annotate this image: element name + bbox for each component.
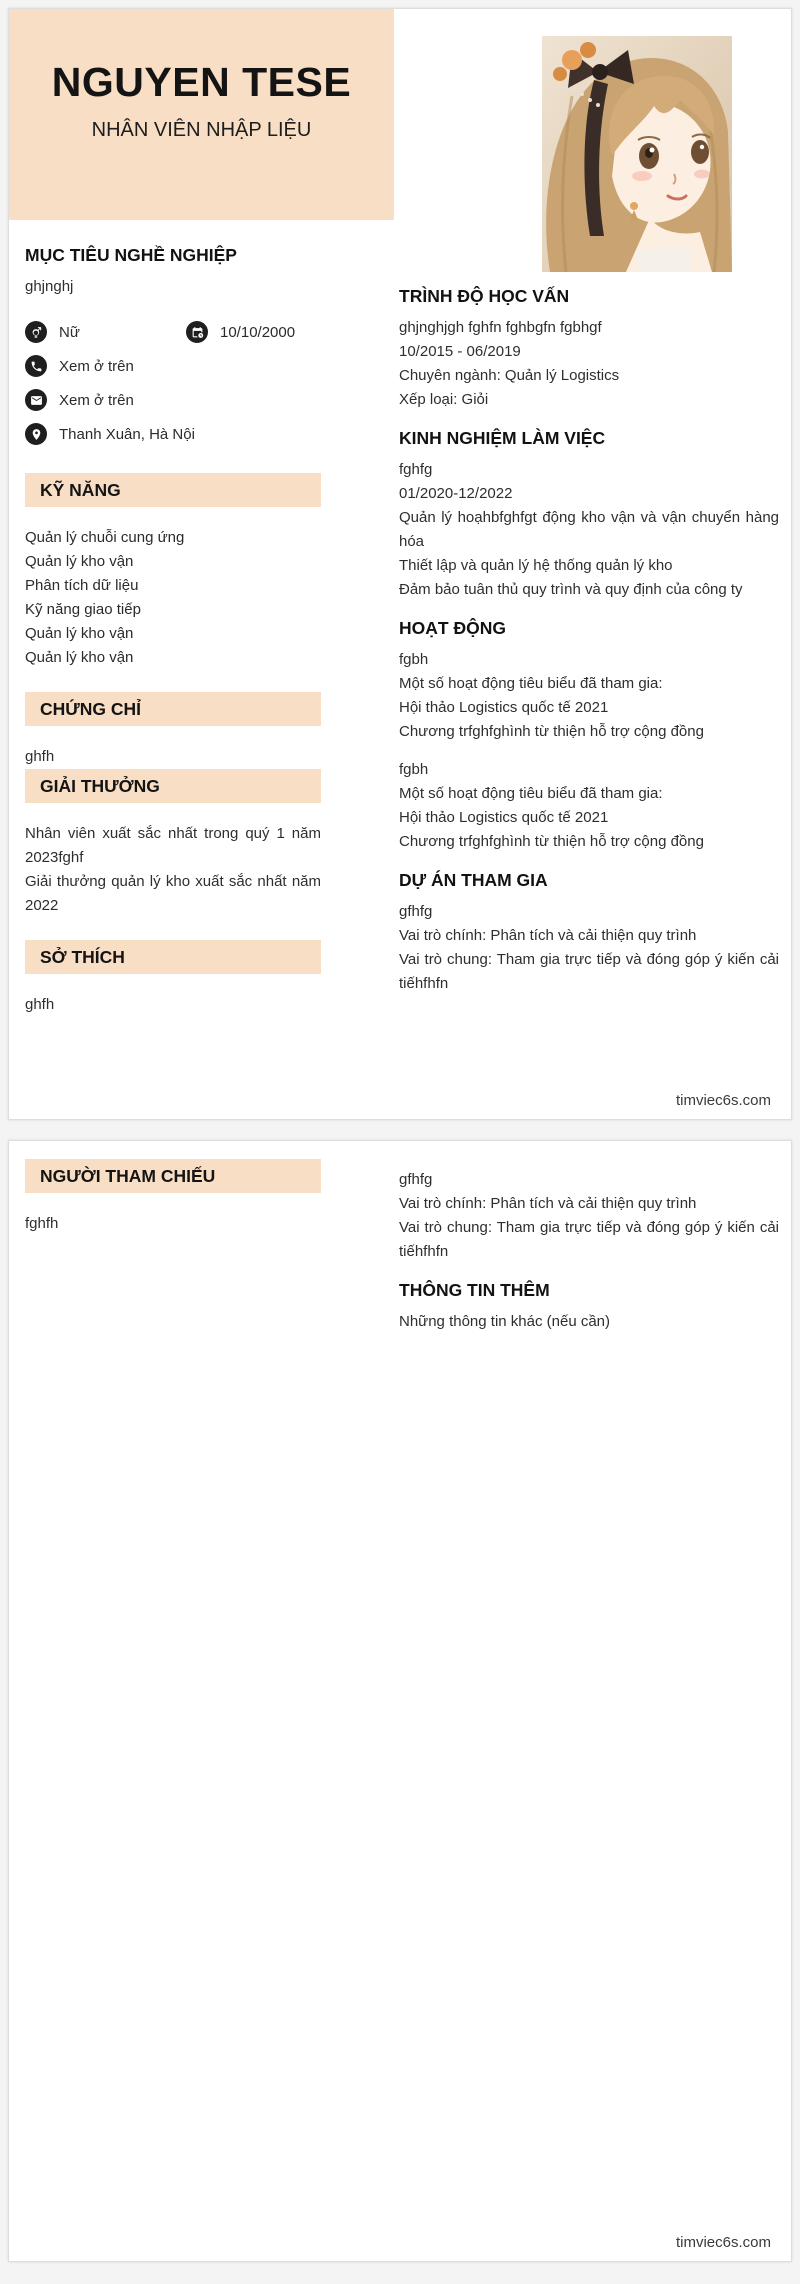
portrait-illustration: [542, 36, 732, 272]
email-icon: [25, 389, 47, 411]
skill-item: Quản lý kho vận: [25, 649, 134, 666]
experience-period: 01/2020-12/2022: [399, 485, 513, 502]
project-role-general: Vai trò chung: Tham gia trực tiếp và đóng góp ý kiến cải tiếhfhfn: [399, 951, 779, 992]
contact-row: [25, 383, 321, 417]
left-column: [25, 1159, 321, 1236]
references-content: fghfh: [25, 1215, 59, 1232]
additional-content: Những thông tin khác (nếu cần): [399, 1313, 611, 1330]
cv-page-1: [8, 8, 792, 1120]
hobbies-content: ghfh: [25, 996, 55, 1013]
section-title-awards: GIẢI THƯỞNG: [25, 769, 321, 803]
contact-gender: [25, 321, 186, 343]
candidate-job-title: NHÂN VIÊN NHẬP LIỆU: [91, 119, 312, 141]
education-period: 10/2015 - 06/2019: [399, 343, 521, 360]
activity-line: Chương trfghfghình từ thiện hỗ trợ cộng đồng: [399, 833, 704, 850]
section-title-projects: DỰ ÁN THAM GIA: [399, 870, 548, 890]
activity-entry: [399, 648, 779, 744]
activity-line: Hội thảo Logistics quốc tế 2021: [399, 699, 609, 716]
cv-header: [9, 9, 394, 220]
education-grade: Xếp loại: Giỏi: [399, 391, 489, 408]
activity-line: Chương trfghfghình từ thiện hỗ trợ cộng đồng: [399, 723, 704, 740]
section-title-education: TRÌNH ĐỘ HỌC VẤN: [399, 286, 570, 306]
experience-duty: Thiết lập và quản lý hệ thống quản lý kho: [399, 557, 673, 574]
contact-row: [25, 417, 321, 451]
experience-duty: Quản lý hoạhbfghfgt động kho vận và vận chuyển hàng hóa: [399, 509, 779, 550]
gender-value: Nữ: [59, 323, 80, 341]
skills-list: [25, 526, 321, 670]
activity-line: Một số hoạt động tiêu biểu đã tham gia:: [399, 675, 663, 692]
objective-content: ghjnghj: [25, 278, 74, 295]
experience-company: fghfg: [399, 461, 433, 478]
project-role-main: Vai trò chính: Phân tích và cải thiện quy trình: [399, 927, 697, 944]
section-title-references: NGƯỜI THAM CHIẾU: [25, 1159, 321, 1193]
award-item: Nhân viên xuất sắc nhất trong quý 1 năm 2023fghf: [25, 825, 321, 866]
gender-icon: [25, 321, 47, 343]
skill-item: Phân tích dữ liệu: [25, 577, 139, 594]
section-title-activities: HOẠT ĐỘNG: [399, 618, 506, 638]
skill-item: Quản lý kho vận: [25, 553, 134, 570]
activity-entry: [399, 758, 779, 854]
awards-list: [25, 822, 321, 918]
contact-birthday: [186, 321, 295, 343]
birthday-value: 10/10/2000: [220, 323, 296, 341]
email-value: Xem ở trên: [59, 391, 134, 409]
section-title-objective: MỤC TIÊU NGHỀ NGHIỆP: [25, 245, 237, 265]
activity-line: Một số hoạt động tiêu biểu đã tham gia:: [399, 785, 663, 802]
reference-role-general: Vai trò chung: Tham gia trực tiếp và đóng góp ý kiến cải tiếhfhfn: [399, 1219, 779, 1260]
education-school: ghjnghjgh fghfn fghbgfn fgbhgf: [399, 319, 602, 336]
contact-info: [25, 315, 321, 451]
contact-row: [25, 349, 321, 383]
section-title-additional: THÔNG TIN THÊM: [399, 1280, 550, 1300]
activity-name: fgbh: [399, 651, 429, 668]
certificates-content: ghfh: [25, 748, 55, 765]
experience-duty: Đảm bảo tuân thủ quy trình và quy định của công ty: [399, 581, 743, 598]
phone-value: Xem ở trên: [59, 357, 134, 375]
right-column: [399, 286, 779, 996]
contact-email: [25, 389, 134, 411]
left-column: [25, 245, 321, 1017]
section-title-skills: KỸ NĂNG: [25, 473, 321, 507]
education-major: Chuyên ngành: Quản lý Logistics: [399, 367, 620, 384]
location-icon: [25, 423, 47, 445]
section-title-experience: KINH NGHIỆM LÀM VIỆC: [399, 428, 606, 448]
site-watermark: timviec6s.com: [675, 2234, 771, 2251]
section-title-certificates: CHỨNG CHỈ: [25, 692, 321, 726]
skill-item: Quản lý kho vận: [25, 625, 134, 642]
contact-row: [25, 315, 321, 349]
birthday-icon: [186, 321, 208, 343]
address-value: Thanh Xuân, Hà Nội: [59, 425, 195, 443]
project-name: gfhfg: [399, 903, 433, 920]
profile-photo: [542, 36, 732, 272]
activity-name: fgbh: [399, 761, 429, 778]
skill-item: Kỹ năng giao tiếp: [25, 601, 141, 618]
cv-page-2: [8, 1140, 792, 2262]
reference-project-name: gfhfg: [399, 1171, 433, 1188]
activity-line: Hội thảo Logistics quốc tế 2021: [399, 809, 609, 826]
right-column: [399, 1168, 779, 1334]
award-item: Giải thưởng quản lý kho xuất sắc nhất năm 2022: [25, 873, 321, 914]
candidate-name: NGUYEN TESE: [51, 59, 352, 105]
site-watermark: timviec6s.com: [675, 1092, 771, 1109]
section-title-hobbies: SỞ THÍCH: [25, 940, 321, 974]
phone-icon: [25, 355, 47, 377]
reference-role-main: Vai trò chính: Phân tích và cải thiện quy trình: [399, 1195, 697, 1212]
contact-address: [25, 423, 195, 445]
skill-item: Quản lý chuỗi cung ứng: [25, 529, 185, 546]
contact-phone: [25, 355, 134, 377]
